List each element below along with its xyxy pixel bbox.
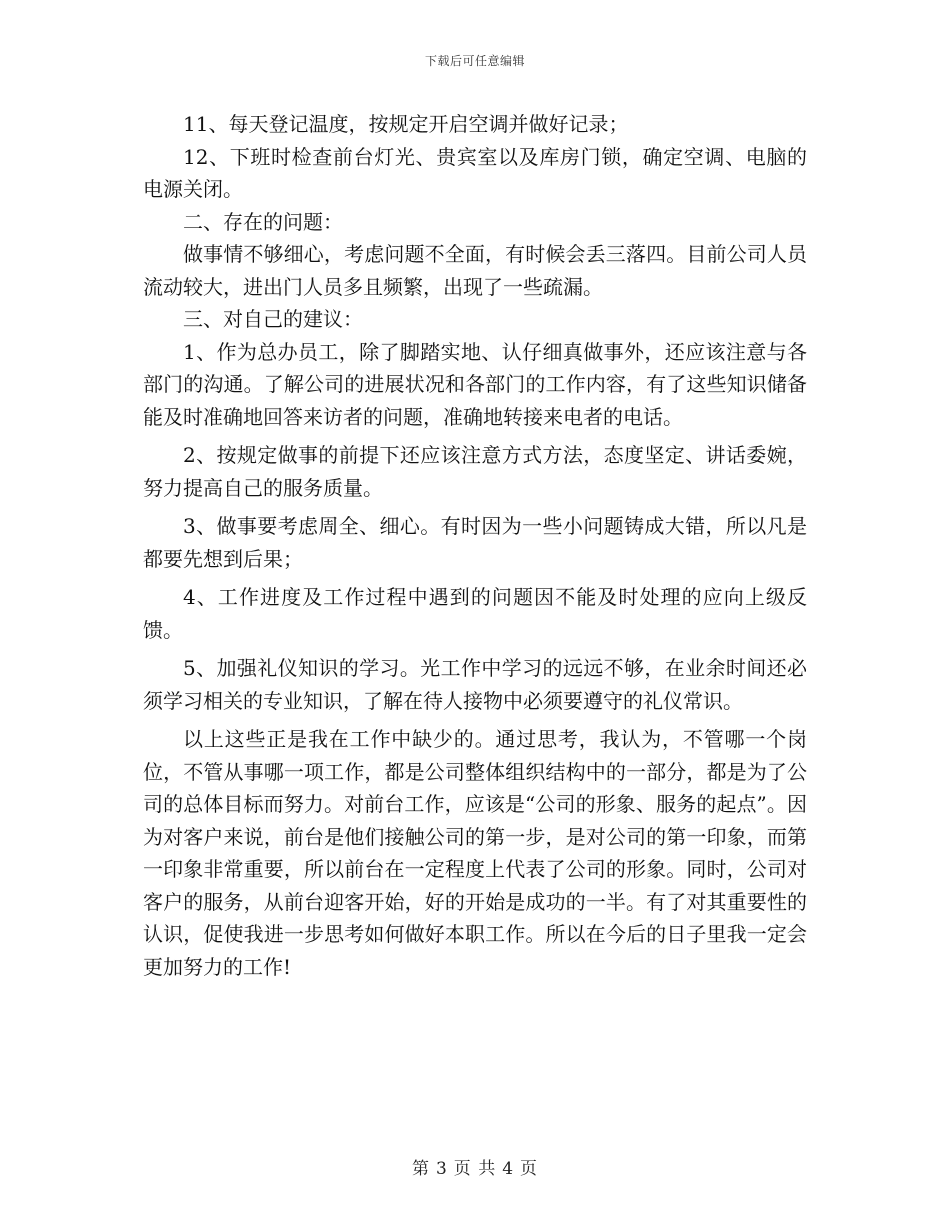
paragraph-suggestion-1: 1、作为总办员工，除了脚踏实地、认仔细真做事外，还应该注意与各部门的沟通。了解公司的进展状况和各部门的工作内容，有了这些知识储备能及时准确地回答来访者的问题，准确地转接来电者的电话。 [143, 339, 807, 429]
paragraph-conclusion: 以上这些正是我在工作中缺少的。通过思考，我认为，不管哪一个岗位，不管从事哪一项工作，都是公司整体组织结构中的一部分，都是为了公司的总体目标而努力。对前台工作，应该是“公司的形象、服务的起点”。因为对客户来说，前台是他们接触公司的第一步，是对公司的第一印象，而第一印象非常重要，所以前台在一定程度上代表了公司的形象。同时，公司对客户的服务，从前台迎客开始，好的开始是成功的一半。有了对其重要性的认识，促使我进一步思考如何做好本职工作。所以在今后的日子里我一定会更加努力的工作! [143, 727, 807, 979]
document-body [143, 108, 807, 983]
footer-suffix: 页 [520, 1159, 539, 1179]
page-header: 下载后可任意编辑 [424, 54, 525, 68]
footer-middle: 页 共 [453, 1159, 497, 1179]
page-footer [0, 1154, 950, 1179]
paragraph-problems: 做事情不够细心，考虑问题不全面，有时候会丢三落四。目前公司人员流动较大，进出门人员多且频繁，出现了一些疏漏。 [143, 242, 807, 299]
paragraph-suggestion-3: 3、做事要考虑周全、细心。有时因为一些小问题铸成大错，所以凡是都要先想到后果； [143, 514, 807, 571]
paragraph-suggestion-5: 5、加强礼仪知识的学习。光工作中学习的远远不够，在业余时间还必须学习相关的专业知识，了解在待人接物中必须要遵守的礼仪常识。 [143, 656, 807, 713]
section-heading-problems: 二、存在的问题： [183, 209, 343, 234]
footer-total-pages: 4 [502, 1159, 515, 1179]
footer-prefix: 第 [411, 1159, 430, 1179]
section-heading-suggestions: 三、对自己的建议： [183, 307, 363, 331]
paragraph-item-12: 12、下班时检查前台灯光、贵宾室以及库房门锁，确定空调、电脑的电源关闭。 [143, 144, 807, 201]
paragraph-item-11: 11、每天登记温度，按规定开启空调并做好记录； [183, 112, 629, 136]
footer-current-page: 3 [435, 1159, 448, 1179]
paragraph-suggestion-2: 2、按规定做事的前提下还应该注意方式方法，态度坚定、讲话委婉，努力提高自己的服务质量。 [143, 443, 807, 500]
paragraph-suggestion-4: 4、工作进度及工作过程中遇到的问题因不能及时处理的应向上级反馈。 [143, 585, 807, 642]
